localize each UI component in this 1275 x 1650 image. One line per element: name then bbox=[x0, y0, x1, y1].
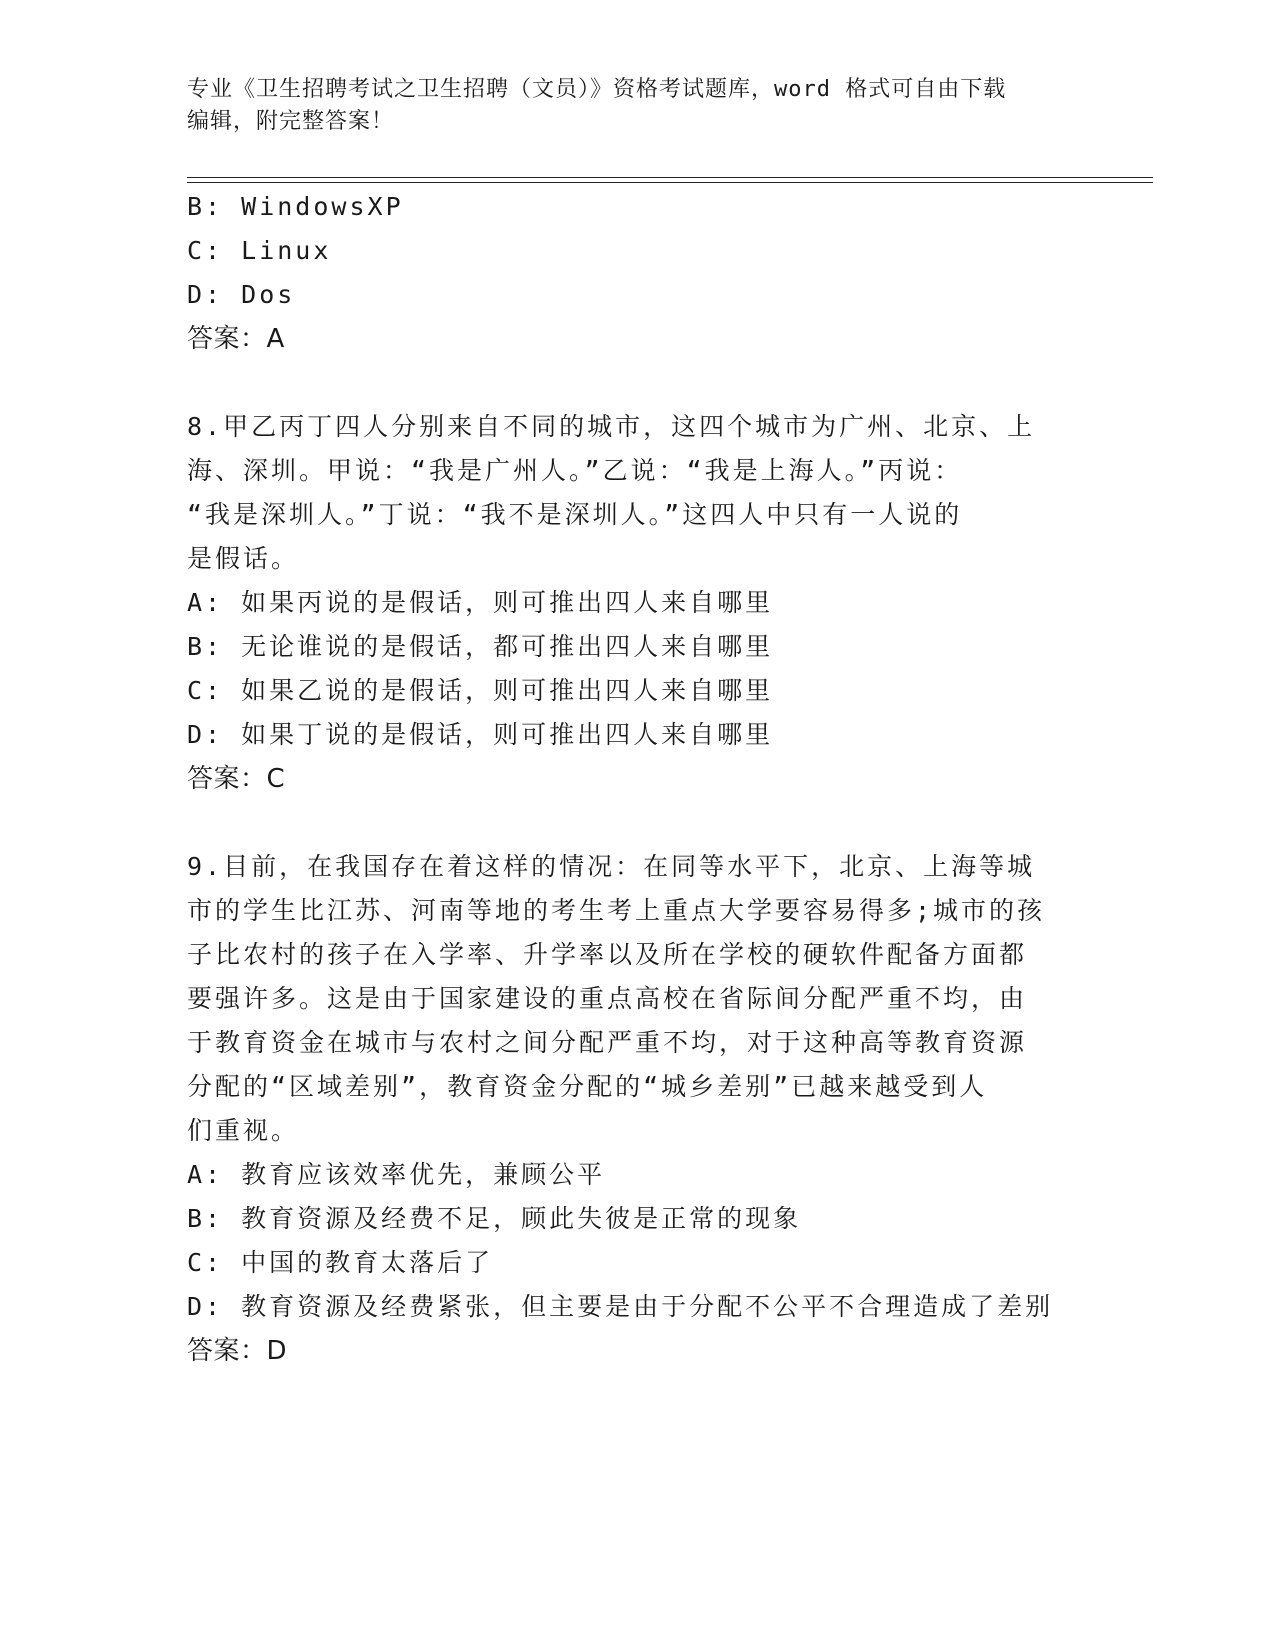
q9-option-b: B: 教育资源及经费不足，顾此失彼是正常的现象 bbox=[187, 1204, 802, 1233]
q8-option-b: B: 无论谁说的是假话，都可推出四人来自哪里 bbox=[187, 632, 774, 661]
q9-option-a: A: 教育应该效率优先，兼顾公平 bbox=[187, 1160, 606, 1189]
q9-stem-line-3: 子比农村的孩子在入学率、升学率以及所在学校的硬软件配备方面都 bbox=[187, 940, 1028, 969]
q8-stem-line-3: “我是深圳人。”丁说：“我不是深圳人。”这四人中只有一人说的 bbox=[187, 500, 963, 529]
header-line-1: 专业《卫生招聘考试之卫生招聘（文员）》资格考试题库，word 格式可自由下载 bbox=[187, 77, 1007, 102]
q8-stem-line-1: 8.甲乙丙丁四人分别来自不同的城市，这四个城市为广州、北京、上 bbox=[187, 412, 1036, 441]
header-divider bbox=[187, 177, 1153, 183]
q8-option-a: A: 如果丙说的是假话，则可推出四人来自哪里 bbox=[187, 588, 774, 617]
q9-stem-line-1: 9.目前，在我国存在着这样的情况：在同等水平下，北京、上海等城 bbox=[187, 852, 1036, 881]
q7-answer: 答案：A bbox=[187, 324, 285, 354]
q7-option-c: C: Linux bbox=[187, 236, 332, 265]
q9-option-c: C: 中国的教育太落后了 bbox=[187, 1248, 494, 1277]
q8-stem-line-4: 是假话。 bbox=[187, 544, 300, 573]
q7-option-b: B: WindowsXP bbox=[187, 192, 404, 221]
q9-stem-line-2: 市的学生比江苏、河南等地的考生考上重点大学要容易得多;城市的孩 bbox=[187, 896, 1046, 925]
q8-stem-line-2: 海、深圳。甲说：“我是广州人。”乙说：“我是上海人。”丙说： bbox=[187, 456, 963, 485]
q9-stem-line-4: 要强许多。这是由于国家建设的重点高校在省际间分配严重不均，由 bbox=[187, 984, 1028, 1013]
q9-stem-line-6: 分配的“区域差别”，教育资金分配的“城乡差别”已越来越受到人 bbox=[187, 1072, 988, 1101]
q8-option-c: C: 如果乙说的是假话，则可推出四人来自哪里 bbox=[187, 676, 774, 705]
q8-option-d: D: 如果丁说的是假话，则可推出四人来自哪里 bbox=[187, 720, 774, 749]
page-header bbox=[187, 74, 1087, 138]
q9-answer: 答案：D bbox=[187, 1336, 288, 1366]
q9-stem-line-5: 于教育资金在城市与农村之间分配严重不均，对于这种高等教育资源 bbox=[187, 1028, 1028, 1057]
header-line-2: 编辑，附完整答案！ bbox=[187, 109, 395, 134]
q9-option-d: D: 教育资源及经费紧张，但主要是由于分配不公平不合理造成了差别 bbox=[187, 1292, 1054, 1321]
q9-stem-line-7: 们重视。 bbox=[187, 1116, 300, 1145]
q7-option-d: D: Dos bbox=[187, 280, 296, 309]
q8-answer: 答案：C bbox=[187, 764, 286, 794]
